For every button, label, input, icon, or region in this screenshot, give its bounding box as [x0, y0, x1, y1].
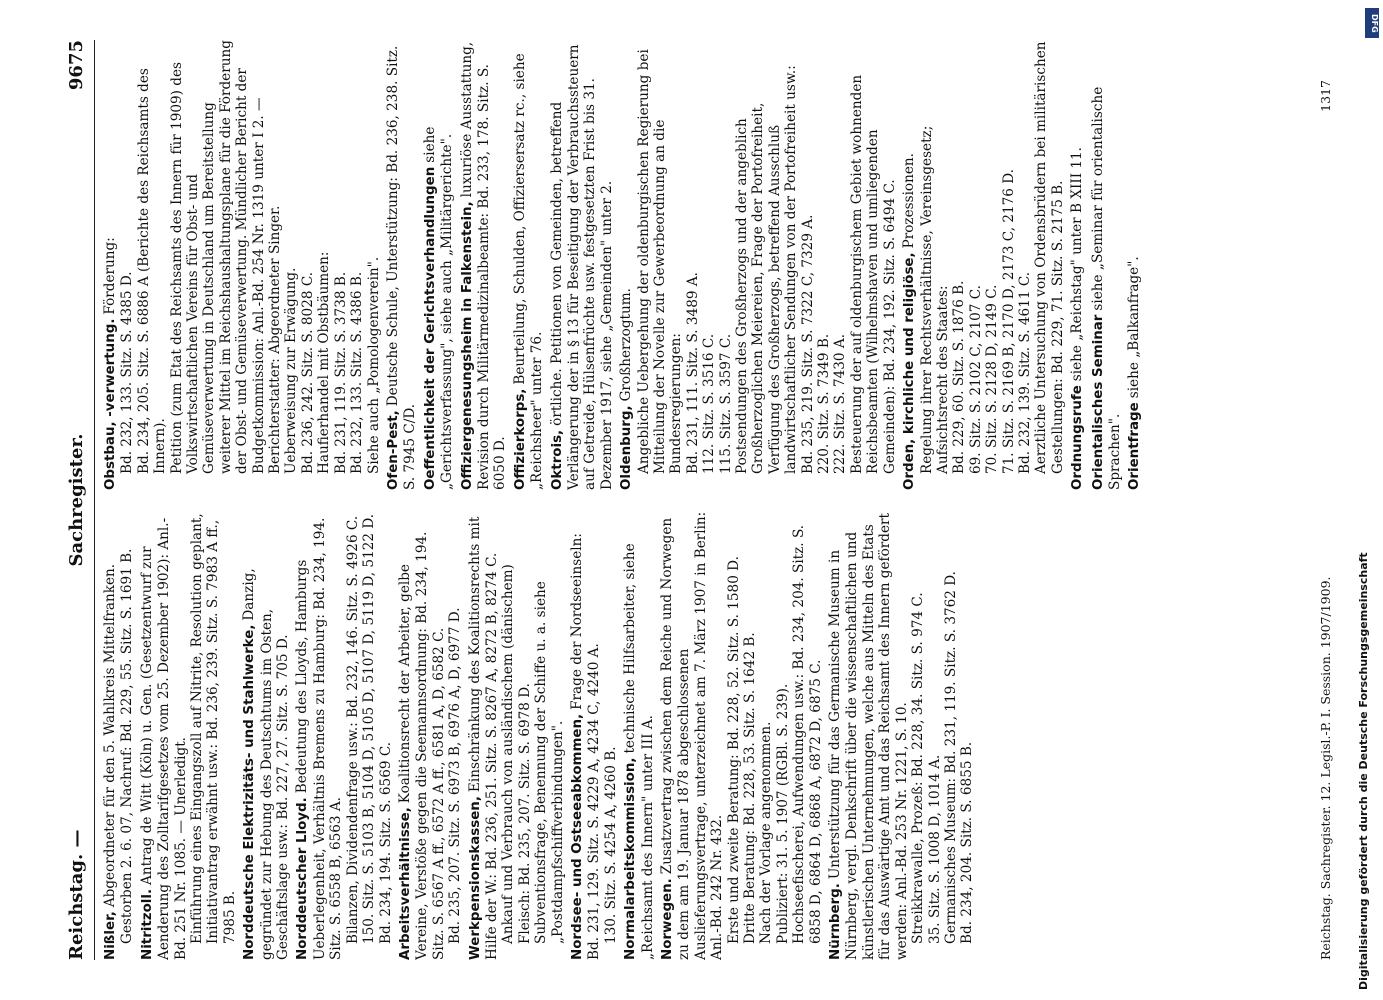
entry-line: Beurteilung, Schulden, Offiziersersatz rc., siehe „Reichsheer" unter 76.	[511, 53, 545, 490]
entry-heading: Oeffentlichkeit der Gerichtsverhandlungen	[422, 166, 438, 490]
entry-line: Siehe auch „Pomologenverein".	[365, 256, 381, 474]
entry-heading: Obstbau, -verwertung.	[102, 318, 118, 490]
entry-heading: Norddeutscher Lloyd.	[294, 797, 310, 960]
entry-line: örtliche. Petitionen von Gemeinden, betreffend Verlängerung der in § 13 für Beseitigung der Verbrauchssteuern auf Getreide, Hülsenfrüchte usw. festgesetzten Frist bis 31. Dezember 1917, siehe „Gemeinden" unter 2.	[548, 44, 615, 490]
register-entry	[618, 40, 898, 490]
entry-line: Publiziert: 31. 5. 1907 (RGBl. S. 239).	[774, 683, 791, 944]
entry-line: 71. Sitz. S. 2169 B, 2170 D, 2173 C, 2176 D.	[1000, 169, 1017, 474]
entry-line: Einführung eines Eingangszoll auf Nitrite, Resolution geplant, Initiativantrag erwähnt usw.: Bd. 236, 239. Sitz. S. 7983 A ff., 7985 B.	[188, 513, 238, 944]
entry-line: 130. Sitz. S. 4254 A, 4260 B.	[602, 746, 619, 944]
register-entry	[827, 510, 976, 960]
entry-line: 112. Sitz. S. 3516 C.	[700, 333, 717, 474]
entry-heading: Ofen-Pest,	[385, 410, 401, 490]
entry-heading: Orientalisches Seminar	[1090, 314, 1106, 490]
entry-line: Bd. 232, 133. Sitz. S. 4385 D.	[118, 271, 135, 474]
entry-heading: Nordsee- und Ostseeabkommen,	[569, 713, 585, 960]
entry-line: Aerztliche Untersuchung von Ordensbrüdern bei militärischen Gestellungen: Bd. 229, 71. Sitz. S. 2175 B.	[1032, 41, 1066, 474]
entry-line: Danzig, gegründet zur Hebung des Deutschtums im Osten, Geschäftslage usw.: Bd. 227, 27. Sitz. S. 705 D.	[240, 568, 291, 960]
entry-line: Großherzogtum.	[617, 288, 634, 402]
entry-line: siehe „Gerichtsverfassung", siehe auch „Militärgerichte".	[421, 126, 455, 490]
register-entry	[421, 40, 455, 490]
entry-line: Frage der Nordseeinseln: Bd. 231, 129. Sitz. S. 4229 A, 4234 C, 4240 A.	[568, 533, 602, 960]
register-entry	[1089, 40, 1123, 490]
entry-line: Prozessionen.	[900, 153, 917, 249]
entry-line: 35. Sitz. S. 1008 D, 1014 A.	[926, 754, 942, 944]
header-left: Reichstag. —	[65, 829, 87, 960]
entry-heading: Offiziergenesungsheim in Falkenstein,	[459, 201, 475, 490]
entry-line: Regelung ihrer Rechtsverhältnisse, Vereinsgesetz; Aufsichtsrecht des Staates:	[918, 125, 951, 474]
entry-line: Einschränkung des Koalitionsrechts mit Hilfe der W.: Bd. 236, 251. Sitz. S. 8267 A, 8272 B, 8274 C.	[466, 516, 500, 960]
register-entry	[458, 40, 508, 490]
entry-line: Haufierhandel mit Obstbäumen:	[315, 251, 332, 474]
entry-line: 69. Sitz. S. 2102 C, 2107 C.	[967, 285, 984, 474]
register-entry	[901, 40, 1066, 490]
entry-line: Bd. 231, 111. Sitz. S. 3489 A.	[684, 272, 701, 474]
entry-line: Abgeordneter für den 5. Wahlkreis Mittelfranken.	[101, 563, 118, 908]
entry-heading: Nürnberg.	[827, 883, 843, 960]
register-entry	[659, 510, 824, 960]
entry-line: Ankauf und Verbrauch von ausländischem (dänischem) Fleisch: Bd. 235, 207. Sitz. S. 6978 D.	[499, 564, 533, 944]
entry-line: Förderung:	[101, 237, 118, 315]
entry-line: Bd. 236, 242. Sitz. S. 8028 C.	[299, 271, 316, 474]
register-entry	[241, 510, 291, 960]
entry-line: Gestorben 2. 6. 07, Nachruf: Bd. 229, 55. Sitz. S. 1691 B.	[118, 548, 135, 944]
entry-heading: Ordnungsrufe	[1069, 385, 1085, 490]
entry-line: Angebliche Uebergehung der oldenburgischen Regierung bei Mitteilung der Novelle zur Gewerbeordnung an die Bundesregierungen:	[635, 49, 684, 474]
entry-line: 150. Sitz. S. 5103 B, 5104 D, 5105 D, 5107 D, 5119 D, 5122 D.	[360, 513, 377, 944]
entry-heading: Nitritzoll.	[139, 888, 155, 960]
entry-line: Nach der Vorlage angenommen.	[757, 721, 774, 944]
entry-heading: Norddeutsche Elektrizitäts- und Stahlwerke,	[241, 624, 257, 960]
entry-heading: Oktrois,	[549, 429, 565, 490]
entry-line: Bd. 234, 204. Sitz. S. 6855 B.	[958, 741, 975, 944]
register-entry	[138, 510, 237, 960]
register-entry	[466, 510, 565, 960]
entry-line: 220. Sitz. S. 7349 B.	[815, 333, 832, 474]
register-entry	[1126, 40, 1143, 490]
page-number: 9675	[65, 40, 87, 91]
entry-line: Antrag de Witt (Köln) u. Gen. (Gesetzentwurf zur Aenderung des Zolltarifgesetzes vom 25. Dezember 1902): Anl.-Bd. 251 Nr. 1085. — Unerledigt.	[138, 517, 189, 960]
entry-line: Bd. 232, 133. Sitz. S. 4386 B.	[348, 271, 365, 474]
entry-line: Streikkrawalle, Prozeß: Bd. 228, 34. Sitz. S. 974 C.	[909, 592, 926, 944]
entry-line: Postsendungen des Großherzogs und der angeblich Großherzoglichen Meiereien, Frage der Portofreiheit, Verfügung des Großherzogs, betreffend Ausschluß landwirtschaftlicher Sendungen von der Portofreiheit usw.:	[733, 65, 799, 474]
entry-heading: Werkpensionskassen,	[467, 796, 483, 960]
entry-line: Bedeutung des Lloyds, Hamburgs Ueberlegenheit, Verhältnis Bremens zu Hamburg: Bd. 234, 194. Sitz. S. 6558 B, 6563 A.	[293, 517, 344, 960]
entry-line: siehe „Reichstag" unter B XIII 11.	[1068, 146, 1085, 382]
entry-line: Erste und zweite Beratung: Bd. 228, 52. Sitz. S. 1580 D.	[725, 556, 742, 944]
footer-sheet-number: 1317	[1317, 80, 1333, 112]
register-entry	[1069, 40, 1086, 490]
entry-line: Bilanzen, Dividendenfrage usw.: Bd. 232, 146. Sitz. S. 4926 C.	[344, 515, 361, 944]
entry-line: 222. Sitz. S. 7430 A.	[831, 333, 848, 474]
digitization-note-text: Digitalisierung gefördert durch die Deutsche Forschungsgemeinschaft	[1357, 552, 1370, 990]
entry-line: Bd. 235, 219. Sitz. S. 7322 C, 7329 A.	[799, 214, 816, 474]
footer-imprint: Reichstag. Sachregister. 12. Legisl.-P. I. Session. 1907/1909.	[1317, 576, 1333, 960]
page-header	[58, 40, 95, 960]
entry-line: Germanisches Museum: Bd. 231, 119. Sitz. S. 3762 D.	[942, 571, 959, 944]
register-entry	[548, 40, 615, 490]
entry-line: Besteuerung der auf oldenburgischem Gebiet wohnenden Reichsbeamten (Wilhelmshaven und umliegenden Gemeinden): Bd. 234, 192. Sitz. S. 6494 C.	[848, 74, 898, 474]
entry-line: luxuriöse Ausstattung, Revision durch Militärmedizinalbeamte: Bd. 233, 178. Sitz. S. 6050 D.	[458, 41, 508, 490]
register-entry	[568, 510, 618, 960]
entry-line: Hochseefischerei, Aufwendungen usw.: Bd. 234, 204. Sitz. S. 6858 D, 6864 D, 6868 A, 6872 D, 6875 C.	[790, 524, 824, 944]
entry-heading: Orden, kirchliche und religiöse,	[901, 252, 917, 490]
entry-heading: Arbeitsverhältnisse,	[397, 807, 413, 960]
entry-heading: Nißler,	[102, 911, 118, 960]
entry-line: Bd. 234, 194. Sitz. S. 6569 C.	[377, 741, 393, 944]
entry-line: Koalitionsrecht der Arbeiter, gelbe Vereine, Verstöße gegen die Seemannsordnung: Bd. 234, 194. Sitz. S. 6567 A ff., 6572 A ff., 6581 A, D, 6582 C.	[396, 531, 447, 960]
entry-heading: Normalarbeitskommission,	[622, 757, 638, 960]
left-column	[102, 510, 1314, 960]
entry-line: Zusatzvertrag zwischen dem Reiche und Norwegen zu dem am 19. Januar 1878 abgeschlossenen Auslieferungsvertrage, unterzeichnet am 7. März 1907 in Berlin: Anl.-Bd. 242 Nr. 432.	[658, 511, 725, 960]
entry-heading: Orientfrage	[1126, 402, 1142, 490]
entry-line: Bd. 231, 119. Sitz. S. 3738 B.	[332, 271, 349, 474]
page-footer	[1318, 40, 1338, 960]
entry-line: Bd. 232, 139. Sitz. S. 4611 C.	[1016, 271, 1033, 474]
dfg-logo: DFG	[1365, 8, 1379, 38]
entry-line: Subventionsfrage, Benennung der Schiffe u. a. siehe „Postdampfschiffverbindungen".	[532, 581, 566, 944]
register-entry	[511, 40, 545, 490]
entry-line: Deutsche Schule, Unterstützung: Bd. 236, 238. Sitz. S. 7945 C/D.	[384, 45, 418, 490]
entry-line: Bd. 235, 207. Sitz. S. 6973 B, 6976 A, D, 6977 D.	[446, 607, 463, 944]
register-columns	[102, 40, 1314, 960]
document-page	[42, 20, 1342, 980]
entry-line: siehe „Seminar für orientalische Sprachen".	[1089, 86, 1123, 490]
register-entry	[384, 40, 418, 490]
register-entry	[102, 40, 382, 490]
entry-line: 70. Sitz. S. 2128 D, 2149 C.	[983, 284, 1000, 474]
register-entry	[294, 510, 393, 960]
entry-line: technische Hilfsarbeiter, siehe „Reichsamt des Innern" unter III A.	[621, 543, 656, 960]
entry-line: Unterstützung für das Germanische Museum in Nürnberg, vergl. Denkschrift über die wissenschaftlichen und künstlerischen Unternehmungen, welche aus Mitteln des Etats für das Auswärtige Amt und das Reichsamt des Innern gefördert werden: Anl.-Bd. 253 Nr. 1221, S. 10.	[826, 513, 910, 960]
entry-heading: Offizierkorps,	[512, 388, 528, 490]
digitization-note	[1357, 10, 1377, 990]
header-title: Sachregister.	[65, 433, 87, 567]
entry-line: Dritte Beratung: Bd. 228, 53. Sitz. S. 1642 B.	[741, 632, 758, 944]
entry-line: siehe „Balkanfrage".	[1125, 256, 1142, 399]
entry-line: Bd. 229, 60. Sitz. S. 1876 B.	[950, 280, 967, 474]
entry-line: 115. Sitz. S. 3597 C.	[717, 333, 734, 474]
register-entry	[396, 510, 463, 960]
right-column	[102, 40, 1314, 490]
register-entry	[622, 510, 656, 960]
entry-heading: Oldenburg,	[618, 405, 634, 490]
register-entry	[102, 510, 136, 960]
entry-line: Bd. 234, 205. Sitz. S. 6886 A (Berichte des Reichsamts des Innern).	[135, 68, 168, 474]
entry-line: Petition (zum Etat des Reichsamts des Innern für 1909) des Volkswirtschaftlichen Vereins für Obst- und Gemüseverwertung in Deutschland um Bereitstellung weiterer Mittel im Reichshaushaltungsplane für die Förderung der Obst- und Gemüseverwertung. Mündlicher Bericht der Budgetkommission: Anl.-Bd. 254 Nr. 1319 unter I 2. — Berichterstatter: Abgeordneter Singer.	[168, 40, 283, 474]
entry-heading: Norwegen.	[659, 878, 675, 960]
entry-line: Ueberweisung zur Erwägung.	[282, 267, 299, 474]
